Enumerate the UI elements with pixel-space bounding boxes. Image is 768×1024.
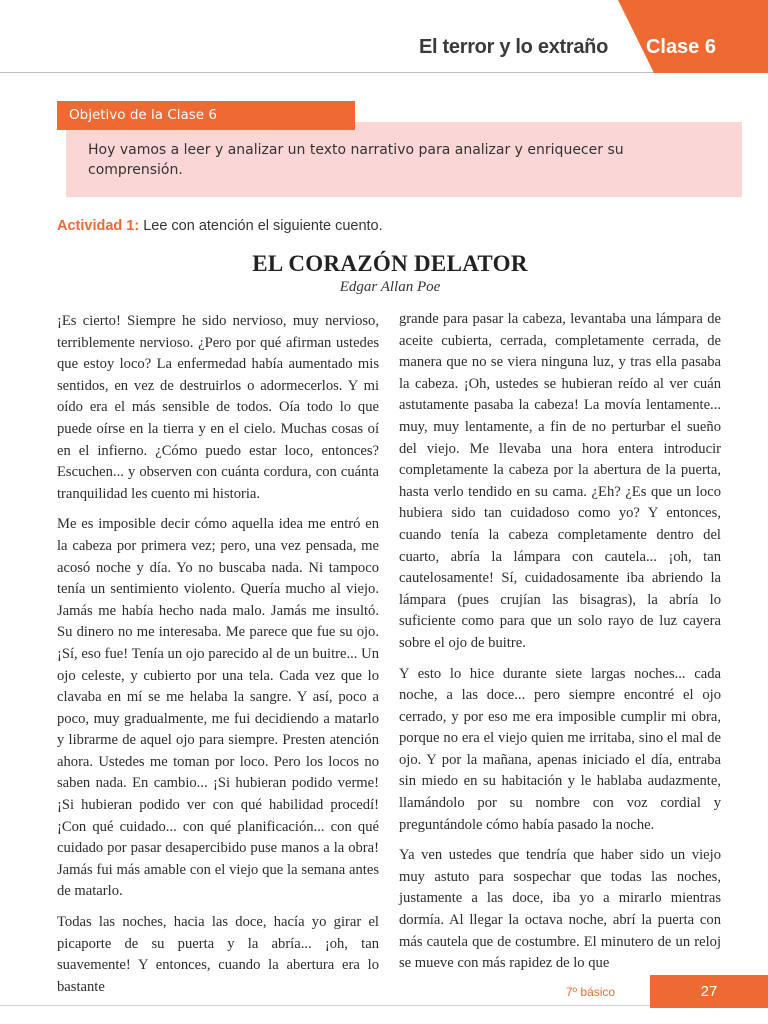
- story-paragraph: Ya ven ustedes que tendría que haber sido un viejo muy astuto para sospechar que todas las noches, justamente a las doce, iba yo a mirarlo mientras dormía. Al llegar la octava noche, abrí la puerta con más cautela que de costumbre. El minutero de un reloj se mueve con más rapidez de lo que: [399, 847, 721, 972]
- objective-text: Hoy vamos a leer y analizar un texto narrativo para analizar y enriquecer su comprensión.: [88, 142, 624, 178]
- class-label: Clase 6: [645, 36, 716, 58]
- header-divider: [0, 72, 768, 73]
- activity-instruction: Lee con atención el siguiente cuento.: [139, 218, 383, 234]
- page-number: 27: [700, 983, 718, 1000]
- story-column-left: [57, 311, 379, 1007]
- story-paragraph: ¡Es cierto! Siempre he sido nervioso, muy nervioso, terriblemente nervioso. ¿Pero por qué afirman ustedes que estoy loco? La enfermedad había aumentado mis sentidos, en vez de destruirlos o adormecerlos. Y mi oído era el más sensible de todos. Oía todo lo que puede oírse en la tierra y en el cielo. Muchas cosas oí en el infierno. ¿Cómo puedo estar loco, entonces? Escuchen... y observen con cuánta cordura, con cuánta tranquilidad les cuento mi historia.: [57, 313, 379, 502]
- story-paragraph: Me es imposible decir cómo aquella idea me entró en la cabeza por primera vez; pero, una vez pensada, me acosó noche y día. Yo no buscaba nada. Ni tampoco tenía un sentimiento violento. Quería mucho al viejo. Jamás me había hecho nada malo. Jamás me insultó. Su dinero no me interesaba. Me parece que fue su ojo. ¡Sí, eso fue! Tenía un ojo parecido al de un buitre... Un ojo celeste, y cubierto por una tela. Cada vez que lo clavaba en mí se me helaba la sangre. Y así, poco a poco, muy gradualmente, me fui decidiendo a matarlo y librarme de aquel ojo para siempre. Presten atención ahora. Ustedes me toman por loco. Pero los locos no saben nada. En cambio... ¡Si hubieran podido verme! ¡Si hubieran podido ver con qué habilidad procedí! ¡Con qué cuidado... con qué planificación... con qué cuidado por pasar desapercibido puse manos a la obra! Jamás fui más amable con el viejo que la semana antes de matarlo.: [57, 516, 379, 900]
- story-paragraph: Y esto lo hice durante siete largas noches... cada noche, a las doce... pero siempre encontré el ojo cerrado, y por eso me era imposible cumplir mi obra, porque no era el viejo quien me irritaba, sino el mal de ojo. Y por la mañana, apenas iniciado el día, entraba sin miedo en su habitación y le hablaba audazmente, llamándolo por su nombre con voz cordial y preguntándole cómo había pasado la noche.: [399, 665, 721, 833]
- objective-label: Objetivo de la Clase 6: [57, 101, 355, 130]
- story-author: Edgar Allan Poe: [339, 279, 441, 295]
- activity-line: [57, 218, 383, 234]
- story-title: EL CORAZÓN DELATOR: [252, 251, 528, 276]
- story-paragraph: grande para pasar la cabeza, levantaba una lámpara de aceite cubierta, cerrada, completamente cerrada, de manera que no se viera ninguna luz, y tras ella pasaba la cabeza. ¡Oh, ustedes se hubieran reído al ver cuán astutamente pasaba la cabeza! La movía lentamente... muy, muy lentamente, a fin de no perturbar el sueño del viejo. Me llevaba una hora entera introducir completamente la cabeza por la abertura de la puerta, hasta verlo tendido en su cama. ¿Eh? ¿Es que un loco hubiera sido tan cuidadoso como yo? Y entonces, cuando tenía la cabeza completamente dentro del cuarto, abría la lámpara con cautela... ¡oh, tan cautelosamente! Sí, cuidadosamente iba abriendo la lámpara (pues crujían las bisagras), la abría lo suficiente como para que un solo rayo de luz cayera sobre el ojo de buitre.: [399, 311, 721, 651]
- story-column-right: [399, 309, 721, 984]
- unit-title: El terror y lo extraño: [418, 36, 608, 58]
- story-paragraph: Todas las noches, hacia las doce, hacía yo girar el picaporte de su puerta y la abría... ¡oh, tan suavemente! Y entonces, cuando la abertura era lo bastante: [57, 914, 379, 995]
- grade-label: 7º básico: [566, 985, 616, 999]
- activity-label: Actividad 1:: [57, 218, 140, 234]
